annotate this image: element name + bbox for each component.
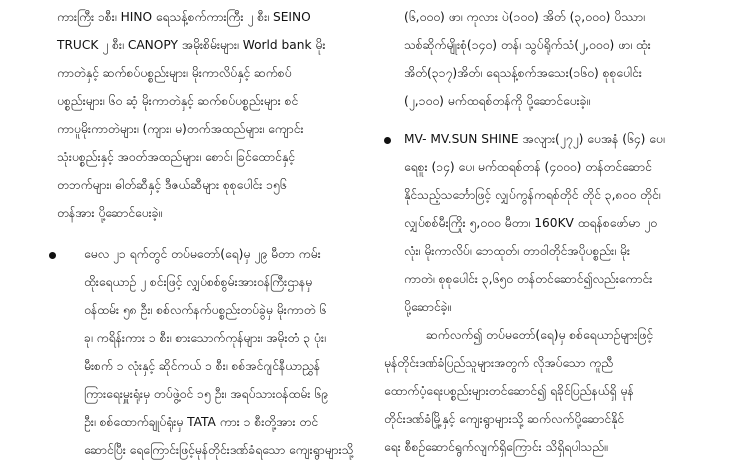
text-line: ဝန်ထမ်း ၅၈ ဦး၊ စစ်လက်နက်ပစ္စည်းတပ်ခွဲမှ မိုးကာတဲ ၆ [84,303,327,317]
text-line: မေလ ၂၁ ရက်တွင် တပ်မတော်(ရေ)မှ ၂၉ မီတာ ကမ်း [84,247,321,261]
text-line: လျှပ်စစ်မီးကြိုး ၅,၀၀၀ မီတာ၊ 160KV ထရန်စဖော်မာ ၂၀ [404,216,657,230]
text-line: TRUCK ၂ စီး၊ CANOPY အမိုးစိမ်းများ၊ World bank မိုး [57,38,326,52]
text-line: ရေစူး (၁၄) ပေ၊ မက်ထရစ်တန် (၄၀၀၀) တန်တင်ဆောင် [404,160,652,174]
text-line: မုန်တိုင်းဒဏ်ခံပြည်သူများအတွက် လိုအပ်သော ကူညီ [384,356,613,370]
text-line: ကာတဲနှင့် ဆက်စပ်ပစ္စည်းများ၊ မိုးကာလိပ်နှင့် ဆက်စပ် [57,66,292,80]
text-line: ဦး၊ စစ်ထောက်ချုပ်ရုံးမှ TATA ကား ၁ စီးတို့အား တင် [84,415,318,429]
bullet-icon [384,137,391,144]
text-line: ဆက်လက်၍ တပ်မတော်(ရေ)မှ စစ်ရေယာဉ်များဖြင့် [426,328,653,342]
text-line: ဆောင်ပြီး ရေကြောင်းဖြင့်မုန်တိုင်းဒဏ်ခံရသော ကျေးရွာများသို့ [84,443,354,457]
text-line: အိတ်(၃၁၇)အိတ်၊ ရေသန့်စက်အသေး(၁၆၀) စုစုပေါင်း [404,66,642,80]
text-line: တဘက်များ၊ ဓါတ်ဆီနှင့် ဒီဇယ်ဆီများ စုစုပေါင်း ၁၅၆ [57,178,287,192]
text-line: (၆,၀၀၀) ဖာ၊ ကုလား ပဲ(၁၀၀) အိတ် (၃,၀၀၀) ပိဿာ၊ [404,10,645,24]
text-line: နိုင်သည့်သင်္ဘောဖြင့် လျှပ်ကွန်ကရစ်တိုင် တိုင် ၃,၈၀၀ တိုင်၊ [404,188,661,202]
text-line: ကြားရေးမှူးရုံးမှ တပ်ဖွဲ့ဝင် ၁၅ ဦး၊ အရပ်သားဝန်ထမ်း ၆၉ [84,387,328,401]
text-line: ကာပူမိုးကာတဲများ၊ (ကျား၊ မ)တက်အထည်များ၊ ကျောင်း [57,122,304,136]
text-line: ပစ္စည်းများ၊ ၆၀ ဆံ့ မိုးကာတဲနှင့် ဆက်စပ်ပစ္စည်းများ စင် [57,94,299,108]
text-line: ကားကြီး ၁စီး၊ HINO ရေသန့်စက်ကားကြီး ၂ စီး၊ SEINO [57,10,311,24]
bullet-icon [49,252,56,259]
text-line: (၂,၁၀၀) မက်ထရစ်တန်ကို ပို့ဆောင်ပေးခဲ့။ [404,94,591,108]
text-line: တန်အား ပို့ဆောင်ပေးခဲ့။ [57,206,163,220]
text-line: လုံး၊ မိုးကာလိပ်၊ ဘေထုတ်၊ တာဝါတိုင်အပိုပစ္စည်း၊ မိုး [404,244,630,258]
text-line: ပို့ဆောင်ခဲ့။ [404,300,452,314]
text-line: ထောက်ပံ့ရေးပစ္စည်းများတင်ဆောင်၍ ရခိုင်ပြည်နယ်ရှိ မုန် [384,384,634,398]
text-line: ထိုးရေယာဉ် ၂ စင်းဖြင့် လျှပ်စစ်စွမ်းအားဝန်ကြီးဌာနမှ [84,275,313,289]
text-line: တိုင်းဒဏ်ခံမြို့နှင့် ကျေးရွာများသို့ ဆက်လက်ပို့ဆောင်နိုင် [384,412,625,426]
text-line: ကာတဲ၊ စုစုပေါင်း ၃,၆၅၀ တန်တင်ဆောင်၍လည်းကောင်း [404,272,653,286]
text-line: MV- MV.SUN SHINE အလျား(၂၇၂) ပေအနံ (၆၄) ပေ၊ [404,132,665,146]
text-line: ခု၊ ကရိန်းကား ၁ စီး၊ စားသောက်ကုန်များ၊ အမိုးတံ ၃ ပုံး၊ [84,331,326,345]
text-line: သုံးပစ္စည်းနှင့် အဝတ်အထည်များ၊ စောင်၊ ခြင်ထောင်နှင့် [57,150,295,164]
text-line: ရေး စီစဉ်ဆောင်ရွက်လျက်ရှိကြောင်း သိရှိရပါသည်။ [384,440,608,454]
text-line: သစ်ဆိုက်မျိုးစုံ(၁၄၀) တန်၊ သွပ်ရိုက်သံ(၂,၀၀၀) ဖာ၊ ထုံး [404,38,651,52]
text-line: မီးစက် ၁ လုံးနှင့် ဆိုင်ကယ် ၁ စီး၊ စစ်အင်ဂျင်နီယာညွှန် [84,359,321,373]
